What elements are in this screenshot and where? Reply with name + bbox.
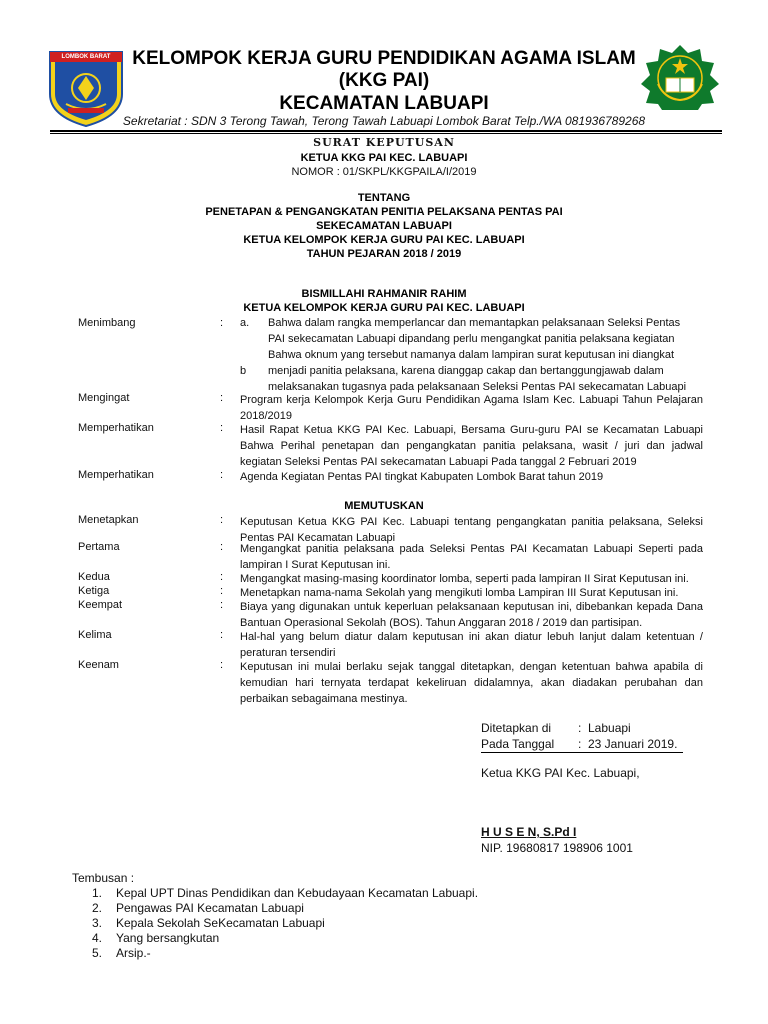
cc-item-text: Arsip.- [116, 946, 151, 960]
menetapkan-colon: : [220, 514, 224, 526]
menimbang-a-marker: a. [240, 317, 250, 329]
doc-type: SURAT KEPUTUSAN [313, 136, 455, 149]
menimbang-b-line2: melaksanakan tugasnya pada pelaksanaan Seleksi Pentas PAI sekecamatan Labuapi [268, 381, 687, 393]
doc-subject-line1: PENETAPAN & PENGANGKATAN PENITIA PELAKSANA PENTAS PAI [205, 206, 563, 218]
cc-item-num: 4. [92, 931, 103, 945]
ketiga-text: Menetapkan nama-nama Sekolah yang mengikuti lomba Lampiran III Surat Keputusan ini. [240, 587, 679, 599]
date-underline [481, 752, 683, 753]
mengingat-label: Mengingat [78, 392, 130, 404]
memperhatikan-label-2: Memperhatikan [78, 469, 154, 481]
cc-item-num: 3. [92, 916, 103, 930]
kelima-colon: : [220, 629, 224, 641]
signer-name: H U S E N, S.Pd I [481, 825, 577, 839]
kelima-label: Kelima [78, 629, 112, 641]
memperhatikan-text-2: Agenda Kegiatan Pentas PAI tingkat Kabupaten Lombok Barat tahun 2019 [240, 471, 604, 483]
keenam-label: Keenam [78, 659, 119, 671]
doc-subject-line3: KETUA KELOMPOK KERJA GURU PAI KEC. LABUAPI [243, 234, 525, 246]
date-colon: : [578, 737, 582, 751]
menimbang-colon: : [220, 317, 224, 329]
ketiga-label: Ketiga [78, 585, 110, 597]
place-value: Labuapi [588, 721, 631, 735]
menimbang-label: Menimbang [78, 317, 136, 329]
memperhatikan-text-1: Hasil Rapat Ketua KKG PAI Kec. Labuapi, Bersama Guru-guru PAI se Kecamatan Labuapi Bahwa Perihal penetapan dan pengangkatan panitia pelaksana, wasit / juri dan jadwal kegiatan Seleksi Pentas PAI sekecamatan Labuapi Pada tanggal 2 Februari 2019 [240, 424, 703, 468]
memperhatikan-label-1: Memperhatikan [78, 422, 154, 434]
keempat-text: Biaya yang digunakan untuk keperluan pelaksanaan keputusan ini, dibebankan kepada Dana Bantuan Operasional Sekolah (BOS). Tahun Anggaran 2018 / 2019 dan partisipan. [240, 601, 703, 629]
menimbang-a-line2: PAI sekecamatan Labuapi dipandang perlu mengangkat panitia pelaksana kegiatan [268, 333, 675, 345]
cc-item-text: Kepala Sekolah SeKecamatan Labuapi [116, 916, 325, 930]
memperhatikan-colon-2: : [220, 469, 224, 481]
kedua-label: Kedua [78, 571, 110, 583]
date-value: 23 Januari 2019. [588, 737, 678, 751]
cc-item-text: Yang bersangkutan [116, 931, 220, 945]
mengingat-text: Program kerja Kelompok Kerja Guru Pendidikan Agama Islam Kec. Labuapi Tahun Pelajaran 2018/2019 [240, 394, 703, 422]
ketiga-colon: : [220, 585, 224, 597]
keenam-colon: : [220, 659, 224, 671]
bismillah-issuer: KETUA KELOMPOK KERJA GURU PAI KEC. LABUAPI [243, 302, 525, 314]
menimbang-b-marker: b [240, 365, 247, 377]
left-logo-label: LOMBOK BARAT [61, 54, 111, 60]
secretariat-line: Sekretariat : SDN 3 Terong Tawah, Terong Tawah Labuapi Lombok Barat Telp./WA 081936789268 [122, 114, 646, 128]
signer-position: Ketua KKG PAI Kec. Labuapi, [481, 766, 640, 780]
cc-item-text: Kepal UPT Dinas Pendidikan dan Kebudayaan Kecamatan Labuapi. [116, 886, 479, 900]
mengingat-colon: : [220, 392, 224, 404]
memperhatikan-colon-1: : [220, 422, 224, 434]
header-rule-thick [50, 130, 722, 132]
menetapkan-text: Keputusan Ketua KKG PAI Kec. Labuapi tentang pengangkatan panitia pelaksana, Seleksi Pentas PAI Kecamatan Labuapi [240, 516, 703, 544]
kelima-text: Hal-hal yang belum diatur dalam keputusan ini akan diatur lebuh lanjut dalam ketentuan / peraturan tersendiri [240, 631, 703, 659]
signer-nip: NIP. 19680817 198906 1001 [481, 841, 633, 855]
doc-about: TENTANG [357, 192, 411, 204]
org-title-line2: (KKG PAI) [338, 70, 430, 91]
kedua-text: Mengangkat masing-masing koordinator lomba, seperti pada lampiran II Sirat Keputusan ini. [240, 573, 689, 585]
pertama-text: Mengangkat panitia pelaksana pada Seleksi Pentas PAI Kecamatan Labuapi Seperti pada lampiran I Surat Keputusan ini. [240, 543, 703, 571]
place-colon: : [578, 721, 582, 735]
doc-number: NOMOR : 01/SKPL/KKGPAILA/I/2019 [291, 166, 477, 178]
keempat-colon: : [220, 599, 224, 611]
pertama-colon: : [220, 541, 224, 553]
cc-item-num: 1. [92, 886, 103, 900]
menimbang-a-line3: Bahwa oknum yang tersebut namanya dalam lampiran surat keputusan ini diangkat [268, 349, 675, 361]
date-label: Pada Tanggal [481, 737, 555, 751]
cc-item-num: 5. [92, 946, 103, 960]
memutuskan-heading: MEMUTUSKAN [344, 500, 424, 512]
menimbang-b-line1: menjadi panitia pelaksana, karena dianggap cakap dan bertanggungjawab dalam [268, 365, 664, 377]
doc-subject-line2: SEKECAMATAN LABUAPI [316, 220, 452, 232]
menetapkan-label: Menetapkan [78, 514, 139, 526]
place-label: Ditetapkan di [481, 721, 552, 735]
cc-item-text: Pengawas PAI Kecamatan Labuapi [116, 901, 304, 915]
menimbang-a-line1: Bahwa dalam rangka memperlancar dan memantapkan pelaksanaan Seleksi Pentas [268, 317, 681, 329]
cc-heading: Tembusan : [72, 871, 135, 885]
bismillah: BISMILLAHI RAHMANIR RAHIM [301, 288, 467, 300]
header-rule-thin [50, 133, 722, 134]
kedua-colon: : [220, 571, 224, 583]
keempat-label: Keempat [78, 599, 123, 611]
pertama-label: Pertama [78, 541, 120, 553]
keenam-text: Keputusan ini mulai berlaku sejak tanggal ditetapkan, dengan ketentuan bahwa apabila di kemudian hari ternyata terdapat kekeliruan didalamnya, akan diadakan perubahan dan perbaikan sebagaimana mestinya. [240, 661, 703, 705]
org-title-line3: KECAMATAN LABUAPI [279, 93, 489, 114]
cc-item-num: 2. [92, 901, 103, 915]
doc-subject-line4: TAHUN PEJARAN 2018 / 2019 [306, 248, 462, 260]
doc-issuer: KETUA KKG PAI KEC. LABUAPI [300, 152, 468, 164]
org-title-line1: KELOMPOK KERJA GURU PENDIDIKAN AGAMA ISLAM [132, 48, 636, 69]
